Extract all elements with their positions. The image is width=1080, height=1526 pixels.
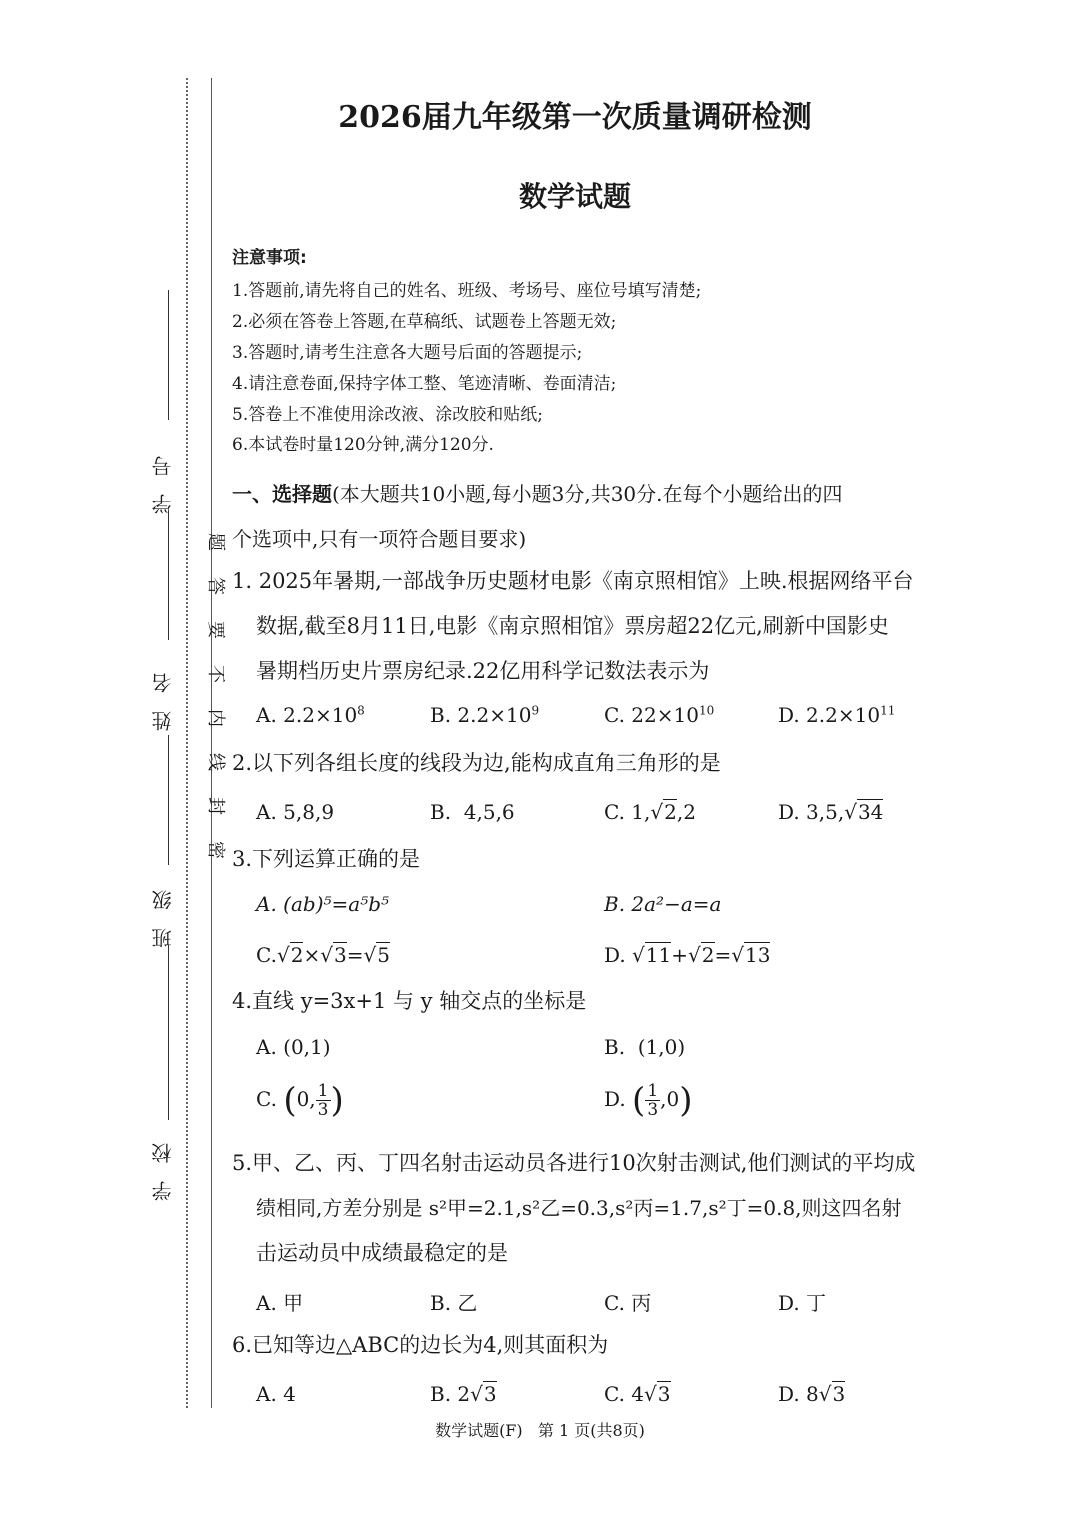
seal-char: 答: [205, 577, 226, 595]
seal-char: 内: [205, 709, 226, 727]
page-footer: 数学试题(F) 第 1 页(共8页): [435, 1421, 645, 1440]
q6-stem: 6.已知等边△ABC的边长为4,则其面积为: [232, 1333, 609, 1357]
q5-line3: 击运动员中成绩最稳定的是: [256, 1241, 508, 1265]
q3-option-d: D. √11+√2=√13: [604, 943, 771, 967]
q2-option-b: B. 4,5,6: [430, 800, 515, 824]
q3-option-c: C.√2×√3=√5: [256, 943, 390, 967]
exam-title: 2026届九年级第一次质量调研检测: [338, 100, 812, 135]
seal-char: 线: [205, 753, 226, 771]
q2-option-c: C. 1,√2,2: [604, 800, 696, 824]
q5-option-a: A. 甲: [256, 1291, 304, 1315]
q3-option-a: A. (ab)⁵=a⁵b⁵: [256, 892, 390, 916]
notice-item: 6.本试卷时量120分钟,满分120分.: [232, 435, 494, 455]
q1-option-c: C. $22\times 10^{10}$: [604, 703, 715, 727]
notice-item: 3.答题时,请考生注意各大题号后面的答题提示;: [232, 343, 583, 363]
seal-line-notice: [193, 520, 226, 872]
notice-item: 4.请注意卷面,保持字体工整、笔迹清晰、卷面清洁;: [232, 374, 617, 394]
q6-option-c: C. 4√3: [604, 1382, 671, 1406]
q1-option-b: B. $2.2\times 10^9$: [430, 703, 540, 727]
student-id-blank: [168, 290, 169, 420]
q4-option-b: B. (1,0): [604, 1035, 686, 1059]
q4-option-a: A. (0,1): [256, 1035, 331, 1059]
dotted-cut-line: [186, 78, 188, 1408]
q5-option-b: B. 乙: [430, 1291, 478, 1315]
section-heading: [232, 478, 843, 507]
label-class: 班级: [151, 872, 175, 948]
q4-option-d: D. ( $\frac{1}{3}$ ,0): [604, 1080, 693, 1121]
q4-option-c: C. (0, $\frac{1}{3}$ ): [256, 1080, 344, 1121]
section-desc: (本大题共10小题,每小题3分,共30分.在每个小题给出的四: [332, 482, 843, 506]
q6-option-b: B. 2√3: [430, 1382, 497, 1406]
seal-char: 要: [205, 621, 226, 639]
q5-option-d: D. 丁: [778, 1291, 827, 1315]
school-blank: [168, 945, 169, 1120]
seal-char: 封: [205, 797, 226, 815]
name-blank: [168, 510, 169, 640]
section-desc-2: 个选项中,只有一项符合题目要求): [232, 527, 527, 551]
section-title: 一、选择题: [232, 482, 332, 506]
label-name: 姓名: [151, 655, 175, 731]
q6-option-d: D. 8√3: [778, 1382, 846, 1406]
q4-stem: 4.直线 y=3x+1 与 y 轴交点的坐标是: [232, 989, 587, 1013]
notice-item: 1.答题前,请先将自己的姓名、班级、考场号、座位号填写清楚;: [232, 281, 702, 301]
q3-stem: 3.下列运算正确的是: [232, 847, 421, 871]
seal-char: 密: [205, 841, 226, 859]
notice-item: 2.必须在答卷上答题,在草稿纸、试题卷上答题无效;: [232, 312, 617, 332]
q1-line1: 1. 2025年暑期,一部战争历史题材电影《南京照相馆》上映.根据网络平台: [232, 569, 914, 593]
q5-line1: 5.甲、乙、丙、丁四名射击运动员各进行10次射击测试,他们测试的平均成: [232, 1151, 916, 1175]
q1-line2: 数据,截至8月11日,电影《南京照相馆》票房超22亿元,刷新中国影史: [256, 614, 889, 638]
q1-line3: 暑期档历史片票房纪录.22亿用科学记数法表示为: [256, 659, 710, 683]
seal-char: 题: [205, 533, 226, 551]
notice-item: 5.答卷上不准使用涂改液、涂改胶和贴纸;: [232, 405, 543, 425]
q6-option-a: A. 4: [256, 1382, 296, 1406]
q2-option-a: A. 5,8,9: [256, 800, 335, 824]
q2-option-d: D. 3,5,√34: [778, 800, 884, 824]
q2-stem: 2.以下列各组长度的线段为边,能构成直角三角形的是: [232, 751, 721, 775]
q5-line2: 绩相同,方差分别是 s²甲=2.1,s²乙=0.3,s²丙=1.7,s²丁=0.8,则这四名射: [256, 1196, 902, 1220]
seal-char: 不: [205, 665, 226, 683]
q3-option-b: B. 2a²−a=a: [604, 892, 722, 916]
label-school: 学校: [151, 1125, 175, 1201]
exam-subtitle: 数学试题: [518, 180, 631, 213]
class-blank: [168, 735, 169, 865]
q5-option-c: C. 丙: [604, 1291, 652, 1315]
notice-heading: 注意事项:: [232, 248, 307, 268]
q1-option-d: D. $2.2\times 10^{11}$: [778, 703, 896, 727]
label-student-id: 学号: [151, 438, 175, 514]
q1-option-a: A. $2.2\times 10^8$: [256, 703, 365, 727]
